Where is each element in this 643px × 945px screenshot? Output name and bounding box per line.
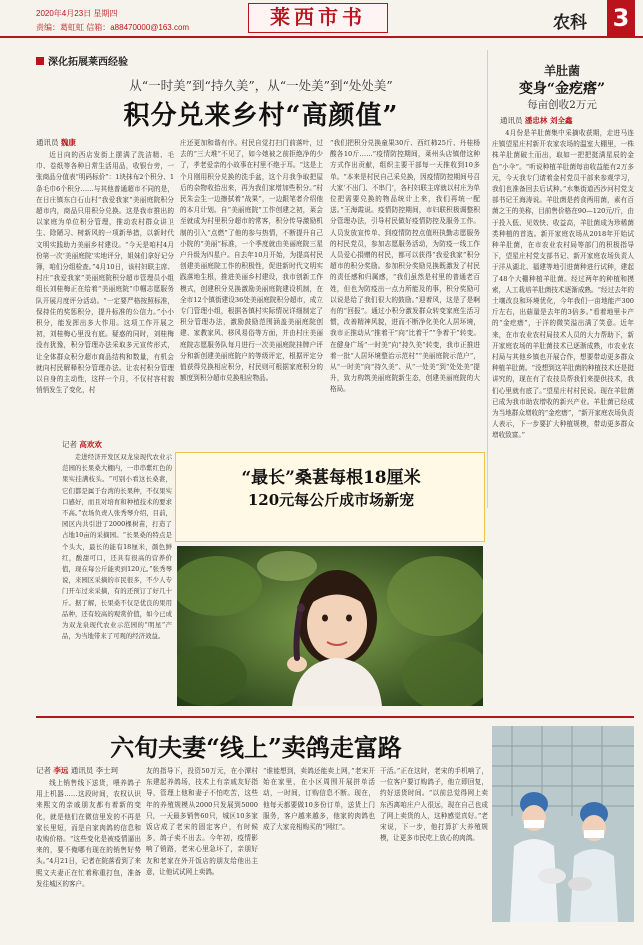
bottom-headline: 六旬夫妻“线上”卖鸽走富路 [110,733,402,762]
masthead-logo [248,3,388,33]
date-line: 2020年4月23日 星期四 [36,9,118,18]
bottom-byline [36,766,118,776]
byline-prefix: 通讯员 [500,116,523,125]
lead-column-3: “我们把积分兑换童果30斤、西红柿25斤、丹桂杨酸各10斤……”疫情防控期间，莱州头店镇借这种方式作出贡献，组织主要干部每一天推收到10多单。“本来是村民自己采兑换，因疫情防控期间号召大家‘不出门、不串门’，各村妇联主席就以村庄为单位把需要兑换的物品统计上来，我们再统一配送。”王海霞说。疫情防控期间，市妇联积极调整积分管理办法，引导村民做好疫情防控及服务工作。人员发放宣传单、到疫情防控点值班执勤志愿服务的村民党员，参加志愿服务活动，为防疫一线工作人员爱心捐赠的村民，都可以获得“我爱我家”积分超市的积分奖励。参加积分奖励兑换既激发了村民的责任感和归属感，“我们虽然是村里的普通老百姓，但也为防疫出一点力所能及的事，积分奖励可以说是给了我们很大的鼓励。”迎着风，这是了是啊有的“回报”。通过小积分激发群众转变家庭生活习惯，改善精神风貌，进而不断净化美化人居环境，我市正推动从“推着干”向“比着干”“争着干”转变。在健身广场“一时美”向“持久美”转变，我市正推进着一批“人居环境整治示范村”“美丽庭院示范户”，从“一时美”向“持久美”、从“一处美”到“处处美”提升，致力构筑美丽庭院新生态，创建美丽庭院的大格局。 [330,139,480,394]
feature-headline-line-2: 120元每公斤成市场新宠 [247,491,415,509]
bottom-column-3: “谁能想到，卖鸽还能卖上网，”老宋开始在家里，在小区周围开展拼单活动，一时间，订购信息不断。现在，他每天都要做10多份订单，送货上门服务，客户越来越多，他家的肉鸽也成了大家竞相购买的“网红”。 [263,767,375,832]
byline-name: 魏康 [60,138,76,147]
sidebar-headline-main: 变身“金疙瘩” [518,81,606,97]
lead-byline [36,138,76,148]
topic-banner [36,50,128,69]
byline-rest: 通讯员 李士珂 [70,766,119,775]
mulberry-photo-graphic [177,546,483,706]
lead-kicker: 从“一时美”到“持久美”，从“一处美”到“处处美” [129,78,393,93]
lead-column-1: 近日向的西店发街上摆满了洗洁精、毛巾、卷纸等各种日常生活用品，收银台旁，一张商品分值表“明码标价”：1块抹布2个积分、1条毛巾6个积分……与其他普通超市不同的是，在日庄镇东白石山村“我爱我家”美丽庭院积分超市内，商品只用积分兑换。这是我市推出的以家庭为单位积分管理，推动农村群众讲卫生、除陋习、树新风的一项新举措，以新时代文明实践助力美丽乡村建设。“今天是咱村4月份第一次‘美丽庭院’实地评分，姐妹们拿好记分簿，咱们分组检查。”4月10日，该村妇联主席、村庄“我爱我家”美丽庭院积分超市管理员小组组长刘桂梅正在给着“美丽庭院”巾帼志愿服务队开展月度评分活动。“一定要严格按照标准，保持住的奖惩积分，提升标准的公信力。”小小积分，能发挥出多大作用。这项工作开展之初，刘桂梅心里没有底。疑惑的同时，刘桂梅没有犹豫，积分管理办法采取多元宣传形式，让全体群众积分超市商品结构和数量，有机会就向村民解释积分管理办法。让农村积分管理以自身的主动性，这样一个月，不仅村容村貌悄悄发生了变化，村 [36,151,174,395]
sidebar-body: 4月份是羊肚菌集中采摘收获期，走进马连庄镇望星庄村新开农家农场的温室大棚里，一株株羊肚菌破土而出，取如一把把挺满星辰的金色“小伞”。“听说种植羊肚菌每亩收益能有2万多元，今天我专门请着金村党员干部来参观学习，我们也准备回去后试种。”水集街道西沙河村党支部书记王海涛说。羊肚菌是药食两用菌，素有百菌之王的美称，目前售价格在90—120元/斤，由于投入低、见效快、收益高，羊肚菌成为珍稀菌类种植的首选。新开家庭农场从2018年开始试种羊肚菌，在市农业农村局等部门的积极指导下，望星庄村党支部书记、新开家庭农场负责人于洋从湖北、福建等地引进菌种进行试种，建起了48个大棚种植羊肚菌。经过两年的种植和摸索，人工栽培羊肚菌技术逐渐成熟。“经过去年的土壤改良和环境优化，今年我们一亩地能产300斤左右，出菇量是去年的3倍多。”看着地里卡产的“金疙瘩”，于洋的微笑溢出满了笑意。近年来，在市农业农村局技术人员的大力帮助下，新开家庭农场的羊肚菌技术已逐渐成熟，市农业农村局与其他乡镇也开展合作，想要带动更多群众种植羊肚菌。“没想到这羊肚菌的种植技术还是挺讲究的，现在有了农技员帮我们来提供技术，我们心里就有底了。”望星庄村村民说。现在羊肚菌已成为我市助农增收的新兴产业。羊肚菌已经成为当地群众增收的“金疙瘩”，“新开家庭农场负责人表示，下一步要扩大种植规模，带动更多群众增收致富。” [492,129,634,440]
byline-name: 李远 [53,766,69,775]
sidebar-headline-top: 羊肚菌 [543,64,580,78]
sidebar-byline [500,116,573,126]
byline-prefix: 记者 [62,440,77,449]
section-label: 农科 [553,13,587,33]
pigeon-photo-graphic [492,726,634,922]
editor-line: 责编：葛虹虹 信箱：a88470000@163.com [36,23,190,32]
bottom-column-1: 线上销售线下送货，喂养鸽子用上机器……这段时间，农权认识来熙文的亲戚朋友都有着新的变化，就是他们在微信里发的不再是家长里短，而是自家肉鸽的信息和收购价格。“这些变化是被疫情逼出来的，要不俺哪有现在的销售好势头。”4月21日，记者在院落看到了来熙文夫妻正在忙着称重打包，准备发往城区的客户。 [36,779,141,888]
byline-name: 高欢欢 [79,440,102,449]
feature-byline [62,440,102,450]
feature-headline-line-1: “最长”桑葚每根18厘米 [241,468,421,488]
page-number: 3 [612,4,630,32]
page-number-badge [607,0,635,37]
byline-prefix: 记者 [36,766,51,775]
masthead-text: 莱西市书 [270,5,366,29]
banner-label: 深化拓展莱西经验 [48,57,128,68]
column-divider [487,50,488,508]
bottom-column-4: 干活。”正在这时，老宋的手机响了，一位客户要订购鸽子，他立即回复，约好送货时间。“以前总觉得网上卖东西离咱庄户人很远，现在自己也成了网上卖货的人，这种感觉真好。”老宋说，下一步，他打算扩大养殖规模，让更多市民吃上放心的肉鸽。 [380,767,488,843]
feature-headline-box [175,452,485,542]
feature-body: 走进经济开发区双龙泉现代农业示范园的长果桑大棚内，一串串紫红色的果实挂满枝头。“可别小看这长桑葚，它们都是属于台湾的长果种，不仅果实口感好，而且对培育和种植技术的要求不高。”农场负责人张秀琴介绍，目前，园区内共引进了2000棵树苗，打造了占地10亩的采摘园。“长果桑的特点是个头大，最长的能有18厘米，颜色鲜红，酸甜可口，还具有很高的营养价值，现在每公斤能卖到120元。”张秀琴说，来园区采摘的市民很多，不少人专门开车过来采摘，有的还预订了好几十斤。据了解，长果桑不仅是优良的果用品种，还有较高的观赏价值，如今已成为双龙泉现代农业示范园的“明星”产品，为当地带来了可观的经济效益。 [62,453,172,641]
header-bar [0,0,643,38]
bottom-column-2: 友的指导下，投资50万元，在小潭村东建起养鸽场，技术上有亲戚友好指导，管理上他和妻子不怕吃苦，这些年的养殖规模从2000只发展到5000只，一天最多销售60只，城区10多家饭店成了老宋的固定客户，有时候多，鸽子卖不出去。今年初，疫情影响了销路，老宋心里急坏了，亲朋好友和老家在外开饭店的朋友给他出主意，让他试试网上卖鸽。 [146,767,258,876]
pigeon-photo [492,726,634,922]
byline-prefix: 通讯员 [36,138,59,147]
byline-name: 潘忠林 刘全鑫 [524,116,573,125]
lead-headline: 积分兑来乡村“高颜值” [123,101,399,131]
sidebar-subhead: 每亩创收2万元 [527,99,597,111]
mulberry-photo [177,546,483,706]
lead-column-2: 庄还更加和谐有序。村民自觉打扫门前落叶，过去的“三大堆”不见了，如今她被之前拒绝净的少了，孝老爱亲的小故事在村里不绝于耳。“这是上个月刚用积分兑换的洗手盆，这个月我争取把屋后的杂物收拾出来，再为我们家增加些积分。”村民朱会生一边擦拭着“战果”，一边跟笔者介绍他的本月计划。自“美丽庭院”工作创建之初，莱会至就成为村里积分超市的常客，积分传导激励机制的引入“点燃”了他的参与热情，不断提升自己小院的“美丽”标准，一个季度就由美丽庭院三星户升级为四星户。自去年10月开始，为提高村民创建美丽庭院工作的积极性，促进新时代文明实践落地生根，推进美丽乡村建设，我市创新工作模式，创建积分兑换激励美丽庭院建设机制，在全市12个镇街建设36处美丽庭院积分超市，成立专门管理小组，根据各镇村实际情况详细制定了积分管理办法，激励鼓励范围涵盖美丽庭院创建、家教家风、移风易俗等方面，并由村庄美丽庭院志愿服务队每月进行一次美丽庭院挂牌户评分和新创建美丽庭院户的等级评定，根据评定分值获得兑换相应积分，村民则可根据家庭积分的额度到积分超市兑换相应物品。 [180,139,323,383]
section-rule [36,716,634,718]
square-bullet-icon [36,57,44,65]
